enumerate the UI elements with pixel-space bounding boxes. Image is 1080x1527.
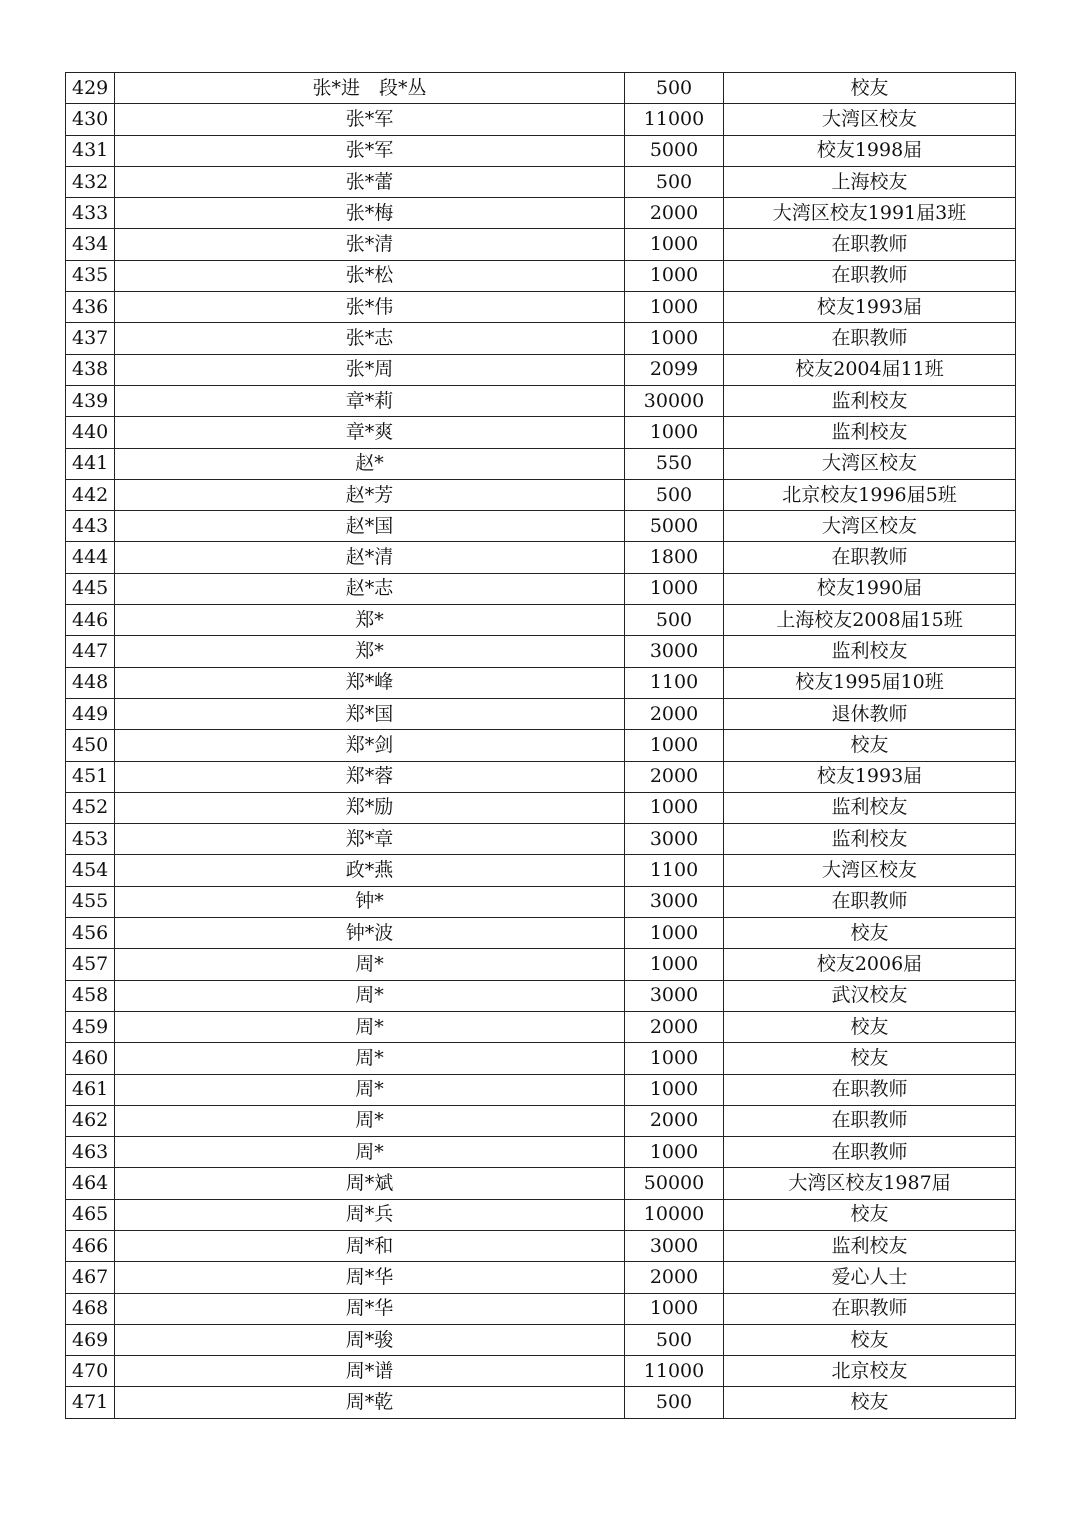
donor-affiliation-cell: 校友	[724, 1324, 1016, 1355]
donor-affiliation-cell: 在职教师	[724, 886, 1016, 917]
table-row	[66, 824, 1016, 855]
donation-amount-cell: 3000	[625, 636, 724, 667]
donor-affiliation-cell: 大湾区校友	[724, 511, 1016, 542]
row-number-cell: 462	[66, 1105, 115, 1136]
table-row	[66, 542, 1016, 573]
row-number-cell: 465	[66, 1199, 115, 1230]
row-number-cell: 460	[66, 1043, 115, 1074]
row-number-cell: 445	[66, 573, 115, 604]
donor-name-cell: 周*和	[115, 1230, 625, 1261]
row-number-cell: 469	[66, 1324, 115, 1355]
donation-amount-cell: 1000	[625, 730, 724, 761]
donation-table	[65, 72, 1016, 1419]
row-number-cell: 471	[66, 1387, 115, 1418]
donor-name-cell: 周*华	[115, 1262, 625, 1293]
donor-name-cell: 周*	[115, 1105, 625, 1136]
donor-name-cell: 周*兵	[115, 1199, 625, 1230]
row-number-cell: 430	[66, 104, 115, 135]
donor-affiliation-cell: 在职教师	[724, 1137, 1016, 1168]
donor-affiliation-cell: 校友2006届	[724, 949, 1016, 980]
donation-amount-cell: 1000	[625, 1293, 724, 1324]
donor-affiliation-cell: 校友1995届10班	[724, 667, 1016, 698]
donor-affiliation-cell: 校友	[724, 1043, 1016, 1074]
table-row	[66, 323, 1016, 354]
donor-affiliation-cell: 爱心人士	[724, 1262, 1016, 1293]
donor-name-cell: 张*军	[115, 135, 625, 166]
donor-name-cell: 周*	[115, 1074, 625, 1105]
table-row	[66, 104, 1016, 135]
donor-affiliation-cell: 大湾区校友	[724, 448, 1016, 479]
donor-affiliation-cell: 大湾区校友1987届	[724, 1168, 1016, 1199]
donor-name-cell: 周*	[115, 1137, 625, 1168]
table-row	[66, 1168, 1016, 1199]
donor-affiliation-cell: 退休教师	[724, 698, 1016, 729]
donor-affiliation-cell: 在职教师	[724, 1074, 1016, 1105]
donor-affiliation-cell: 北京校友	[724, 1356, 1016, 1387]
donor-name-cell: 赵*志	[115, 573, 625, 604]
donation-amount-cell: 1000	[625, 292, 724, 323]
donor-affiliation-cell: 在职教师	[724, 323, 1016, 354]
row-number-cell: 433	[66, 198, 115, 229]
donor-name-cell: 周*	[115, 980, 625, 1011]
table-row	[66, 448, 1016, 479]
row-number-cell: 452	[66, 792, 115, 823]
donor-name-cell: 张*伟	[115, 292, 625, 323]
row-number-cell: 448	[66, 667, 115, 698]
row-number-cell: 436	[66, 292, 115, 323]
table-row	[66, 417, 1016, 448]
row-number-cell: 443	[66, 511, 115, 542]
donor-name-cell: 郑*国	[115, 698, 625, 729]
row-number-cell: 442	[66, 479, 115, 510]
donation-amount-cell: 2000	[625, 698, 724, 729]
donor-name-cell: 周*斌	[115, 1168, 625, 1199]
donor-name-cell: 张*军	[115, 104, 625, 135]
table-row	[66, 1105, 1016, 1136]
table-row	[66, 605, 1016, 636]
row-number-cell: 451	[66, 761, 115, 792]
table-row	[66, 1230, 1016, 1261]
table-row	[66, 354, 1016, 385]
donor-affiliation-cell: 校友	[724, 918, 1016, 949]
table-row	[66, 1199, 1016, 1230]
row-number-cell: 432	[66, 166, 115, 197]
row-number-cell: 449	[66, 698, 115, 729]
donation-amount-cell: 1000	[625, 417, 724, 448]
table-row	[66, 855, 1016, 886]
donation-table-body	[66, 73, 1016, 1419]
donor-name-cell: 政*燕	[115, 855, 625, 886]
table-row	[66, 73, 1016, 104]
donor-name-cell: 赵*芳	[115, 479, 625, 510]
donation-amount-cell: 2000	[625, 1262, 724, 1293]
row-number-cell: 459	[66, 1011, 115, 1042]
table-row	[66, 698, 1016, 729]
table-row	[66, 511, 1016, 542]
row-number-cell: 438	[66, 354, 115, 385]
row-number-cell: 435	[66, 260, 115, 291]
row-number-cell: 441	[66, 448, 115, 479]
donor-name-cell: 张*清	[115, 229, 625, 260]
donor-affiliation-cell: 监利校友	[724, 385, 1016, 416]
donor-affiliation-cell: 大湾区校友	[724, 855, 1016, 886]
donation-amount-cell: 1000	[625, 573, 724, 604]
donor-affiliation-cell: 监利校友	[724, 824, 1016, 855]
donation-amount-cell: 5000	[625, 511, 724, 542]
donor-name-cell: 张*蕾	[115, 166, 625, 197]
row-number-cell: 450	[66, 730, 115, 761]
donation-amount-cell: 1000	[625, 1074, 724, 1105]
donor-affiliation-cell: 校友1993届	[724, 761, 1016, 792]
donation-amount-cell: 30000	[625, 385, 724, 416]
donor-name-cell: 郑*	[115, 605, 625, 636]
donor-affiliation-cell: 校友	[724, 73, 1016, 104]
row-number-cell: 457	[66, 949, 115, 980]
donation-amount-cell: 500	[625, 1324, 724, 1355]
donation-amount-cell: 1000	[625, 949, 724, 980]
donor-affiliation-cell: 校友1998届	[724, 135, 1016, 166]
donation-amount-cell: 2000	[625, 1011, 724, 1042]
table-row	[66, 198, 1016, 229]
donor-affiliation-cell: 监利校友	[724, 1230, 1016, 1261]
donation-amount-cell: 3000	[625, 980, 724, 1011]
donor-affiliation-cell: 上海校友	[724, 166, 1016, 197]
table-row	[66, 792, 1016, 823]
donor-name-cell: 周*乾	[115, 1387, 625, 1418]
table-row	[66, 761, 1016, 792]
table-row	[66, 667, 1016, 698]
donation-amount-cell: 1000	[625, 792, 724, 823]
donor-name-cell: 张*进 段*丛	[115, 73, 625, 104]
donation-amount-cell: 1000	[625, 918, 724, 949]
row-number-cell: 468	[66, 1293, 115, 1324]
row-number-cell: 444	[66, 542, 115, 573]
table-row	[66, 385, 1016, 416]
donor-affiliation-cell: 校友	[724, 1199, 1016, 1230]
donor-name-cell: 周*	[115, 1043, 625, 1074]
donor-name-cell: 周*骏	[115, 1324, 625, 1355]
row-number-cell: 453	[66, 824, 115, 855]
donation-amount-cell: 1000	[625, 323, 724, 354]
donation-amount-cell: 11000	[625, 1356, 724, 1387]
donor-name-cell: 赵*国	[115, 511, 625, 542]
table-row	[66, 918, 1016, 949]
donation-amount-cell: 5000	[625, 135, 724, 166]
donor-affiliation-cell: 武汉校友	[724, 980, 1016, 1011]
donation-amount-cell: 500	[625, 605, 724, 636]
donor-affiliation-cell: 大湾区校友1991届3班	[724, 198, 1016, 229]
donor-affiliation-cell: 大湾区校友	[724, 104, 1016, 135]
donor-name-cell: 张*松	[115, 260, 625, 291]
row-number-cell: 429	[66, 73, 115, 104]
donor-name-cell: 赵*	[115, 448, 625, 479]
donor-name-cell: 周*	[115, 1011, 625, 1042]
donor-name-cell: 周*	[115, 949, 625, 980]
table-row	[66, 1137, 1016, 1168]
donor-affiliation-cell: 监利校友	[724, 792, 1016, 823]
donor-affiliation-cell: 在职教师	[724, 229, 1016, 260]
row-number-cell: 446	[66, 605, 115, 636]
table-row	[66, 1293, 1016, 1324]
table-row	[66, 980, 1016, 1011]
donor-name-cell: 郑*章	[115, 824, 625, 855]
donation-amount-cell: 10000	[625, 1199, 724, 1230]
row-number-cell: 464	[66, 1168, 115, 1199]
donor-name-cell: 张*周	[115, 354, 625, 385]
donation-amount-cell: 1000	[625, 260, 724, 291]
donor-affiliation-cell: 在职教师	[724, 542, 1016, 573]
donation-amount-cell: 11000	[625, 104, 724, 135]
table-row	[66, 166, 1016, 197]
row-number-cell: 440	[66, 417, 115, 448]
row-number-cell: 463	[66, 1137, 115, 1168]
donation-amount-cell: 2099	[625, 354, 724, 385]
table-row	[66, 1262, 1016, 1293]
donation-amount-cell: 1800	[625, 542, 724, 573]
donation-amount-cell: 3000	[625, 886, 724, 917]
donor-name-cell: 郑*励	[115, 792, 625, 823]
table-row	[66, 886, 1016, 917]
table-row	[66, 573, 1016, 604]
row-number-cell: 467	[66, 1262, 115, 1293]
table-row	[66, 292, 1016, 323]
donor-affiliation-cell: 上海校友2008届15班	[724, 605, 1016, 636]
donor-name-cell: 章*莉	[115, 385, 625, 416]
table-row	[66, 1387, 1016, 1418]
donation-amount-cell: 550	[625, 448, 724, 479]
donation-amount-cell: 3000	[625, 1230, 724, 1261]
donor-affiliation-cell: 在职教师	[724, 1293, 1016, 1324]
table-row	[66, 135, 1016, 166]
table-row	[66, 949, 1016, 980]
donation-amount-cell: 50000	[625, 1168, 724, 1199]
row-number-cell: 470	[66, 1356, 115, 1387]
row-number-cell: 434	[66, 229, 115, 260]
row-number-cell: 466	[66, 1230, 115, 1261]
table-row	[66, 479, 1016, 510]
table-row	[66, 636, 1016, 667]
donation-amount-cell: 500	[625, 166, 724, 197]
donor-affiliation-cell: 校友	[724, 1011, 1016, 1042]
donation-amount-cell: 1000	[625, 1043, 724, 1074]
donor-name-cell: 赵*清	[115, 542, 625, 573]
row-number-cell: 437	[66, 323, 115, 354]
donation-amount-cell: 1100	[625, 667, 724, 698]
donor-name-cell: 钟*波	[115, 918, 625, 949]
row-number-cell: 461	[66, 1074, 115, 1105]
row-number-cell: 431	[66, 135, 115, 166]
table-row	[66, 1356, 1016, 1387]
donor-affiliation-cell: 校友	[724, 730, 1016, 761]
donor-name-cell: 郑*蓉	[115, 761, 625, 792]
donor-affiliation-cell: 在职教师	[724, 260, 1016, 291]
table-row	[66, 260, 1016, 291]
donation-amount-cell: 1000	[625, 229, 724, 260]
table-row	[66, 1074, 1016, 1105]
donation-amount-cell: 1000	[625, 1137, 724, 1168]
donor-affiliation-cell: 校友2004届11班	[724, 354, 1016, 385]
row-number-cell: 454	[66, 855, 115, 886]
donor-name-cell: 张*梅	[115, 198, 625, 229]
donation-amount-cell: 2000	[625, 1105, 724, 1136]
donor-name-cell: 周*谱	[115, 1356, 625, 1387]
table-row	[66, 229, 1016, 260]
donor-affiliation-cell: 北京校友1996届5班	[724, 479, 1016, 510]
table-row	[66, 1011, 1016, 1042]
row-number-cell: 439	[66, 385, 115, 416]
donor-affiliation-cell: 校友1990届	[724, 573, 1016, 604]
donor-name-cell: 张*志	[115, 323, 625, 354]
donor-name-cell: 周*华	[115, 1293, 625, 1324]
row-number-cell: 458	[66, 980, 115, 1011]
row-number-cell: 456	[66, 918, 115, 949]
donor-name-cell: 郑*剑	[115, 730, 625, 761]
table-row	[66, 1324, 1016, 1355]
donor-affiliation-cell: 监利校友	[724, 417, 1016, 448]
donor-name-cell: 郑*峰	[115, 667, 625, 698]
row-number-cell: 447	[66, 636, 115, 667]
donor-affiliation-cell: 校友	[724, 1387, 1016, 1418]
donation-amount-cell: 2000	[625, 198, 724, 229]
donation-amount-cell: 500	[625, 73, 724, 104]
donor-name-cell: 钟*	[115, 886, 625, 917]
donor-name-cell: 郑*	[115, 636, 625, 667]
donor-affiliation-cell: 监利校友	[724, 636, 1016, 667]
donor-name-cell: 章*爽	[115, 417, 625, 448]
donor-affiliation-cell: 校友1993届	[724, 292, 1016, 323]
table-row	[66, 730, 1016, 761]
donation-amount-cell: 2000	[625, 761, 724, 792]
donor-affiliation-cell: 在职教师	[724, 1105, 1016, 1136]
table-row	[66, 1043, 1016, 1074]
row-number-cell: 455	[66, 886, 115, 917]
donation-amount-cell: 3000	[625, 824, 724, 855]
donation-amount-cell: 1100	[625, 855, 724, 886]
donation-amount-cell: 500	[625, 479, 724, 510]
donation-amount-cell: 500	[625, 1387, 724, 1418]
